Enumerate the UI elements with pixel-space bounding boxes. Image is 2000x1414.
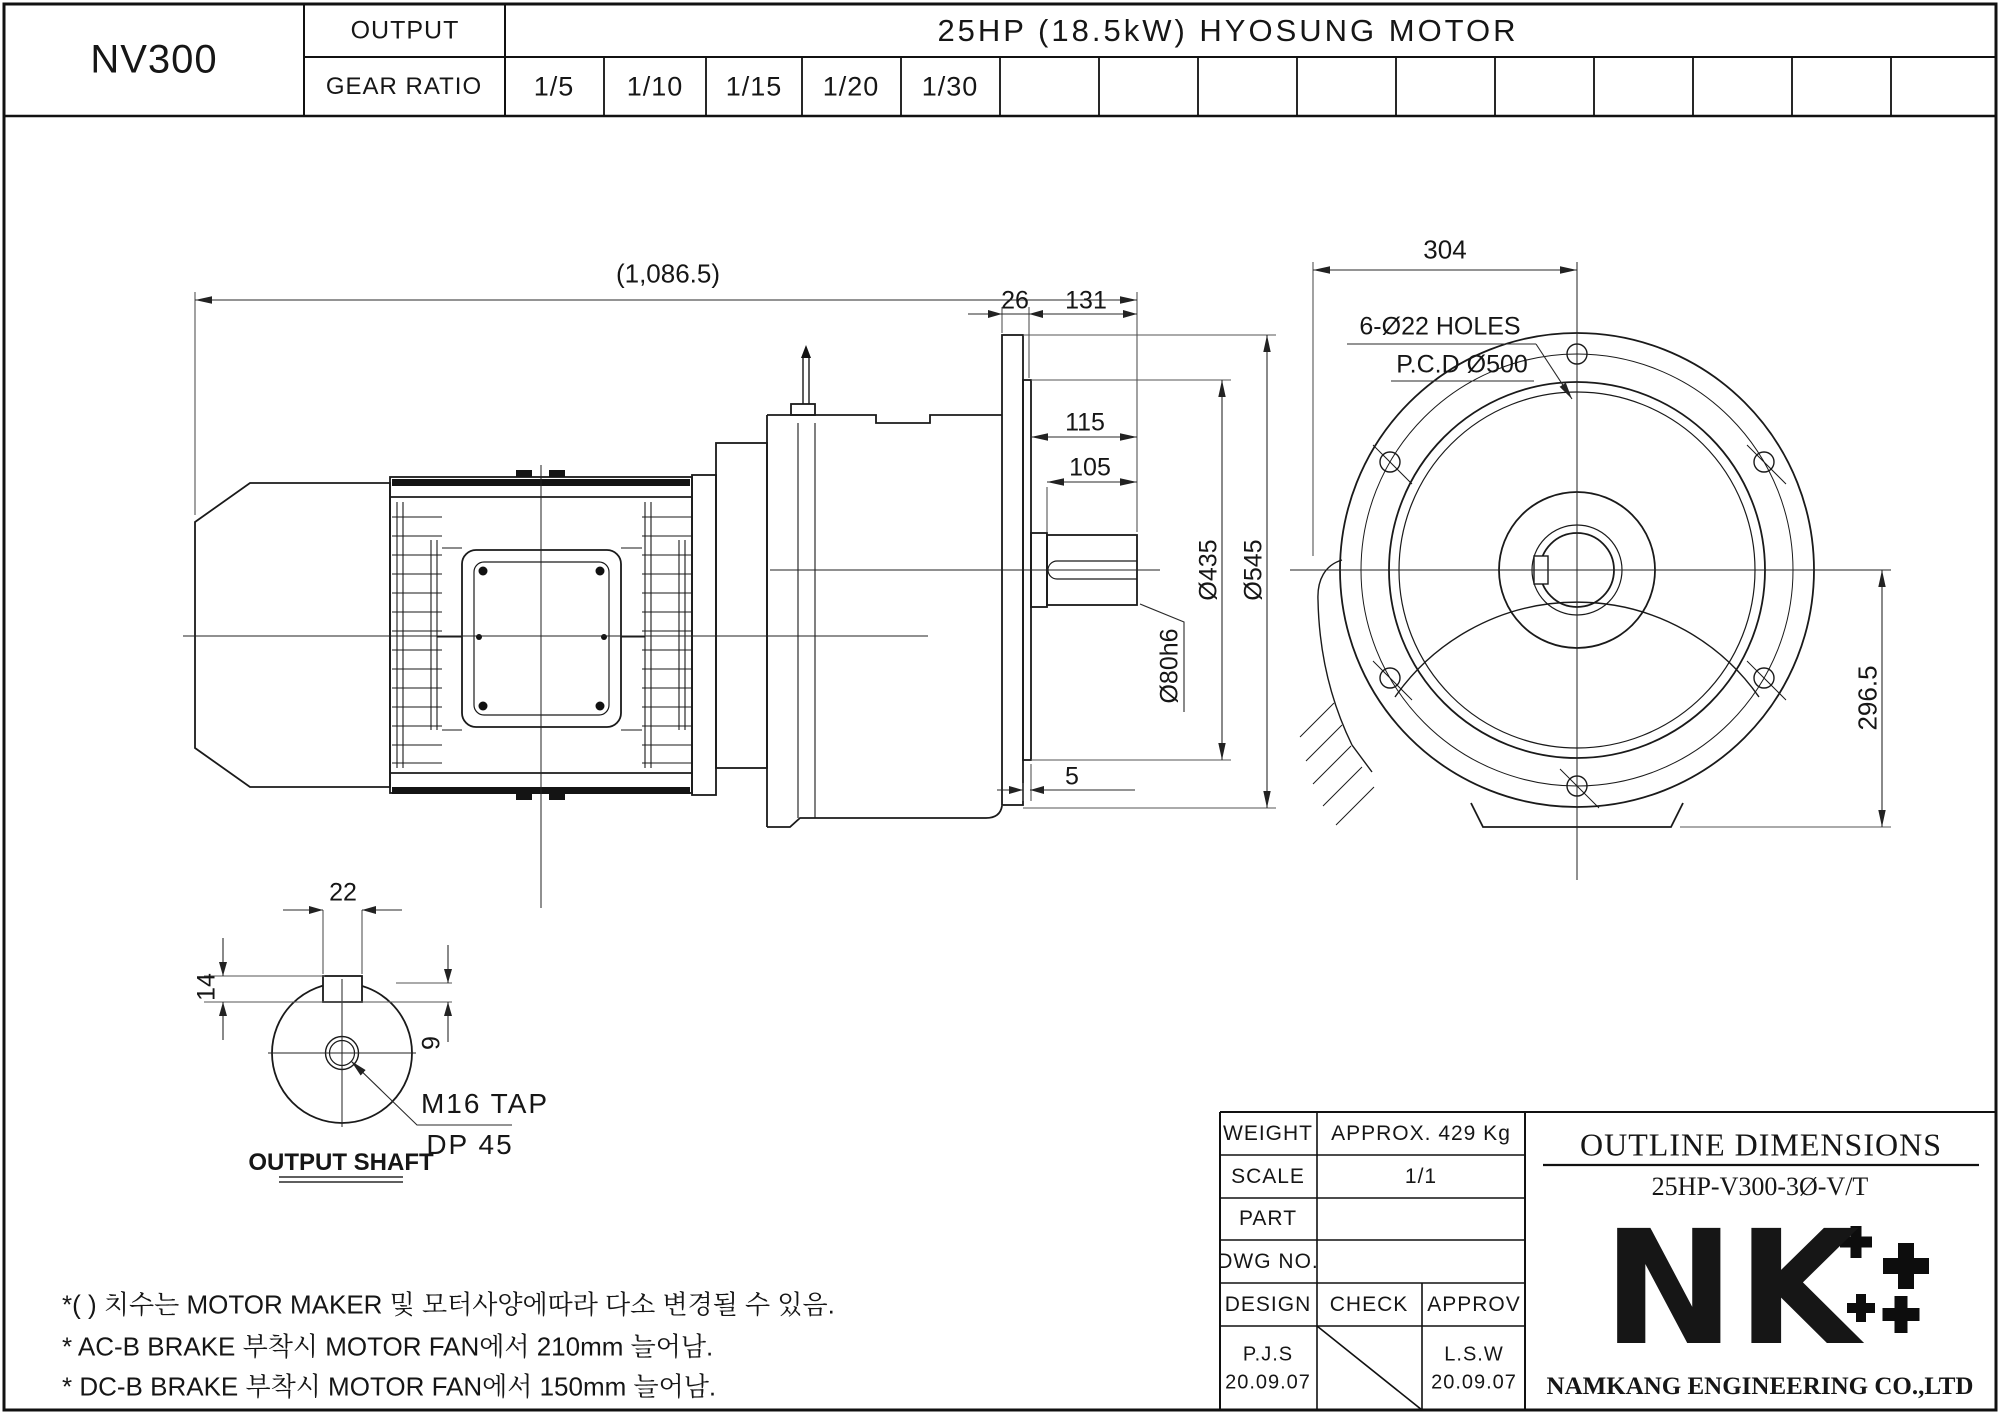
weight-value: APPROX. 429 Kg [1331, 1122, 1511, 1145]
approv-label: APPROV [1427, 1293, 1521, 1316]
side-view-motor [195, 470, 692, 800]
dwg-no-label: DWG NO. [1217, 1250, 1319, 1273]
dim-14: 14 [192, 973, 221, 1001]
dim-22: 22 [329, 878, 357, 907]
pcd-label: P.C.D Ø500 [1396, 350, 1528, 379]
dim-435: Ø435 [1194, 539, 1223, 601]
cooling-fins-right [642, 502, 692, 768]
fan-cover [195, 483, 390, 787]
dim-545: Ø545 [1239, 539, 1268, 601]
dim-304: 304 [1423, 234, 1467, 265]
bolt-holes [1373, 344, 1786, 808]
part-label: PART [1238, 1207, 1298, 1230]
output-label: OUTPUT [350, 16, 460, 45]
note-ac-brake: * AC-B BRAKE 부착시 MOTOR FAN에서 210mm 늘어남. [62, 1331, 714, 1362]
adapter-plate [692, 475, 716, 795]
adapter-housing [716, 443, 767, 768]
gear-case-top [767, 415, 1002, 423]
approver-name: L.S.W [1444, 1343, 1504, 1366]
holes-label: 6-Ø22 HOLES [1359, 312, 1521, 341]
approve-date: 20.09.07 [1431, 1371, 1517, 1394]
ratio-1-20: 1/20 [822, 71, 880, 102]
dim-105: 105 [1069, 453, 1111, 482]
note-dimensions: *( ) 치수는 MOTOR MAKER 및 모터사양에따라 다소 변경될 수 있음. [62, 1289, 835, 1320]
dim-296-5: 296.5 [1852, 665, 1883, 731]
dim-overall: (1,086.5) [615, 258, 721, 289]
output-shaft-label: OUTPUT SHAFT [248, 1149, 434, 1176]
company-name: NAMKANG ENGINEERING CO.,LTD [1546, 1373, 1974, 1400]
dim-131: 131 [1065, 286, 1107, 315]
gear-ratio-label: GEAR RATIO [325, 73, 483, 100]
check-label: CHECK [1329, 1293, 1409, 1316]
gear-case-bottom [767, 806, 1002, 827]
nk-logo-text: NK [1602, 1197, 1862, 1381]
weight-label: WEIGHT [1223, 1122, 1313, 1145]
ratio-1-15: 1/15 [725, 71, 783, 102]
ratio-1-10: 1/10 [626, 71, 684, 102]
scale-value: 1/1 [1404, 1165, 1438, 1188]
designer-name: P.J.S [1242, 1343, 1294, 1366]
design-label: DESIGN [1224, 1293, 1312, 1316]
doc-title: OUTLINE DIMENSIONS [1580, 1126, 1942, 1163]
ratio-1-5: 1/5 [533, 71, 575, 102]
dim-26: 26 [1001, 286, 1029, 315]
ratio-1-30: 1/30 [921, 71, 979, 102]
motor-title: 25HP (18.5kW) HYOSUNG MOTOR [937, 13, 1519, 48]
dp45-label: DP 45 [426, 1129, 514, 1160]
cooling-fins-left [392, 502, 442, 768]
model-number: NV300 [90, 37, 218, 82]
dim-115: 115 [1065, 408, 1105, 437]
dimensions [192, 262, 1891, 1182]
m16-tap-label: M16 TAP [420, 1088, 550, 1119]
dim-9: 9 [417, 1036, 446, 1050]
front-view [1300, 333, 1814, 827]
design-date: 20.09.07 [1225, 1371, 1311, 1394]
doc-code: 25HP-V300-3Ø-V/T [1651, 1172, 1869, 1201]
eye-bolt [791, 345, 815, 415]
scale-label: SCALE [1231, 1165, 1305, 1188]
dim-5: 5 [1065, 762, 1079, 791]
note-dc-brake: * DC-B BRAKE 부착시 MOTOR FAN에서 150mm 늘어남. [62, 1371, 717, 1402]
dim-80h6: Ø80h6 [1155, 628, 1184, 704]
